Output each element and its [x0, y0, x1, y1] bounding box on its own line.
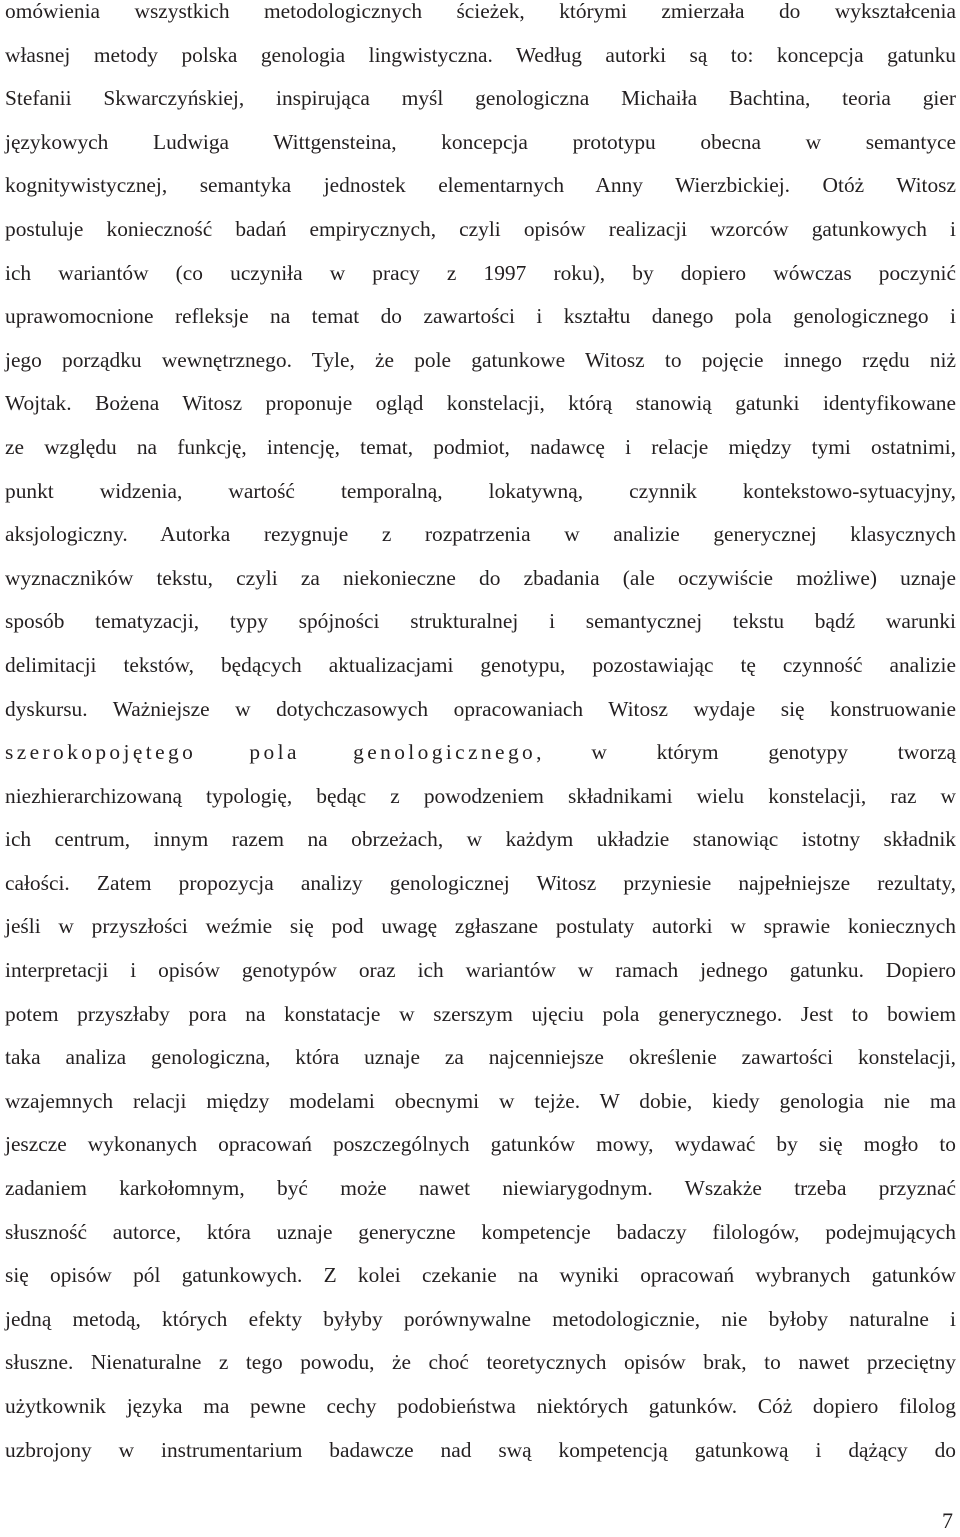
text-line: postuluje konieczność badań empirycznych, czyli opisów realizacji wzorców gatunkowych i	[5, 216, 956, 241]
text-line: zadaniem karkołomnym, być może nawet niewiarygodnym. Wszakże trzeba przyznać	[5, 1176, 956, 1201]
text-line: jedną metodą, których efekty byłyby porównywalne metodologicznie, nie byłoby naturalne i	[5, 1306, 956, 1331]
text-line: jego porządku wewnętrznego. Tyle, że pole gatunkowe Witosz to pojęcie innego rzędu niż	[5, 347, 956, 372]
page-number: 7	[942, 1508, 953, 1533]
body-paragraph	[5, 0, 956, 1472]
text-line: sposób tematyzacji, typy spójności strukturalnej i semantycznej tekstu bądź warunki	[5, 609, 956, 634]
text-line: delimitacji tekstów, będących aktualizacjami genotypu, pozostawiając tę czynność analizie	[5, 652, 956, 677]
text-line: użytkownik języka ma pewne cechy podobieństwa niektórych gatunków. Cóż dopiero filolog	[5, 1394, 956, 1418]
text-line: omówienia wszystkich metodologicznych ścieżek, którymi zmierzała do wykształcenia	[5, 0, 956, 23]
spaced-emphasis: szerokopojętego pola genologicznego	[5, 740, 537, 765]
text-line: niezhierarchizowaną typologię, będąc z powodzeniem składnikami wielu konstelacji, raz w	[5, 783, 956, 808]
text-line: jeśli w przyszłości weźmie się pod uwagę zgłaszane postulaty autorki w sprawie koniecznych	[5, 914, 956, 939]
text-line: dyskursu. Ważniejsze w dotychczasowych opracowaniach Witosz wydaje się konstruowanie	[5, 696, 956, 721]
text-line: słuszne. Nienaturalne z tego powodu, że choć teoretycznych opisów brak, to nawet przeciętny	[5, 1350, 956, 1375]
text-line: interpretacji i opisów genotypów oraz ich wariantów w ramach jednego gatunku. Dopiero	[5, 958, 956, 983]
text-line: taka analiza genologiczna, która uznaje za najcenniejsze określenie zawartości konstelacji,	[5, 1045, 956, 1070]
text-line: wzajemnych relacji między modelami obecnymi w tejże. W dobie, kiedy genologia nie ma	[5, 1088, 956, 1113]
text-line: językowych Ludwiga Wittgensteina, koncepcja prototypu obecna w semantyce	[5, 129, 956, 154]
text-line: ze względu na funkcję, intencję, temat, podmiot, nadawcę i relacje między tymi ostatnimi,	[5, 434, 956, 459]
text-line-spaced	[5, 731, 956, 775]
text-line: własnej metody polska genologia lingwistyczna. Według autorki są to: koncepcja gatunku	[5, 42, 956, 67]
text-line: potem przyszłaby pora na konstatacje w szerszym ujęciu pola generycznego. Jest to bowiem	[5, 1001, 956, 1026]
text-line: Wojtak. Bożena Witosz proponuje ogląd konstelacji, którą stanowią gatunki identyfikowane	[5, 391, 956, 416]
text-line: całości. Zatem propozycja analizy genologicznej Witosz przyniesie najpełniejsze rezultaty,	[5, 870, 956, 895]
text-line: ich wariantów (co uczyniła w pracy z 1997 roku), by dopiero wówczas poczynić	[5, 260, 956, 285]
text-line: punkt widzenia, wartość temporalną, lokatywną, czynnik kontekstowo-sytuacyjny,	[5, 478, 956, 503]
text-line: jeszcze wykonanych opracowań poszczególnych gatunków mowy, wydawać by się mogło to	[5, 1132, 956, 1157]
text-line: słuszność autorce, która uznaje generyczne kompetencje badaczy filologów, podejmujących	[5, 1219, 956, 1244]
text-line: wyznaczników tekstu, czyli za niekonieczne do zbadania (ale oczywiście możliwe) uznaje	[5, 565, 956, 590]
text-line-rest: , w którym genotypy tworzą	[536, 740, 956, 765]
text-line: uprawomocnione refleksje na temat do zawartości i kształtu danego pola genologicznego i	[5, 304, 956, 329]
text-line: się opisów pól gatunkowych. Z kolei czekanie na wyniki opracowań wybranych gatunków	[5, 1263, 956, 1288]
text-line: aksjologiczny. Autorka rezygnuje z rozpatrzenia w analizie generycznej klasycznych	[5, 522, 956, 547]
text-line: ich centrum, innym razem na obrzeżach, w każdym układzie stanowiąc istotny składnik	[5, 827, 956, 852]
text-line: kognitywistycznej, semantyka jednostek elementarnych Anny Wierzbickiej. Otóż Witosz	[5, 173, 956, 198]
text-line: uzbrojony w instrumentarium badawcze nad swą kompetencją gatunkową i dążący do	[5, 1437, 956, 1462]
text-line: Stefanii Skwarczyńskiej, inspirująca myśl genologiczna Michaiła Bachtina, teoria gier	[5, 86, 956, 111]
